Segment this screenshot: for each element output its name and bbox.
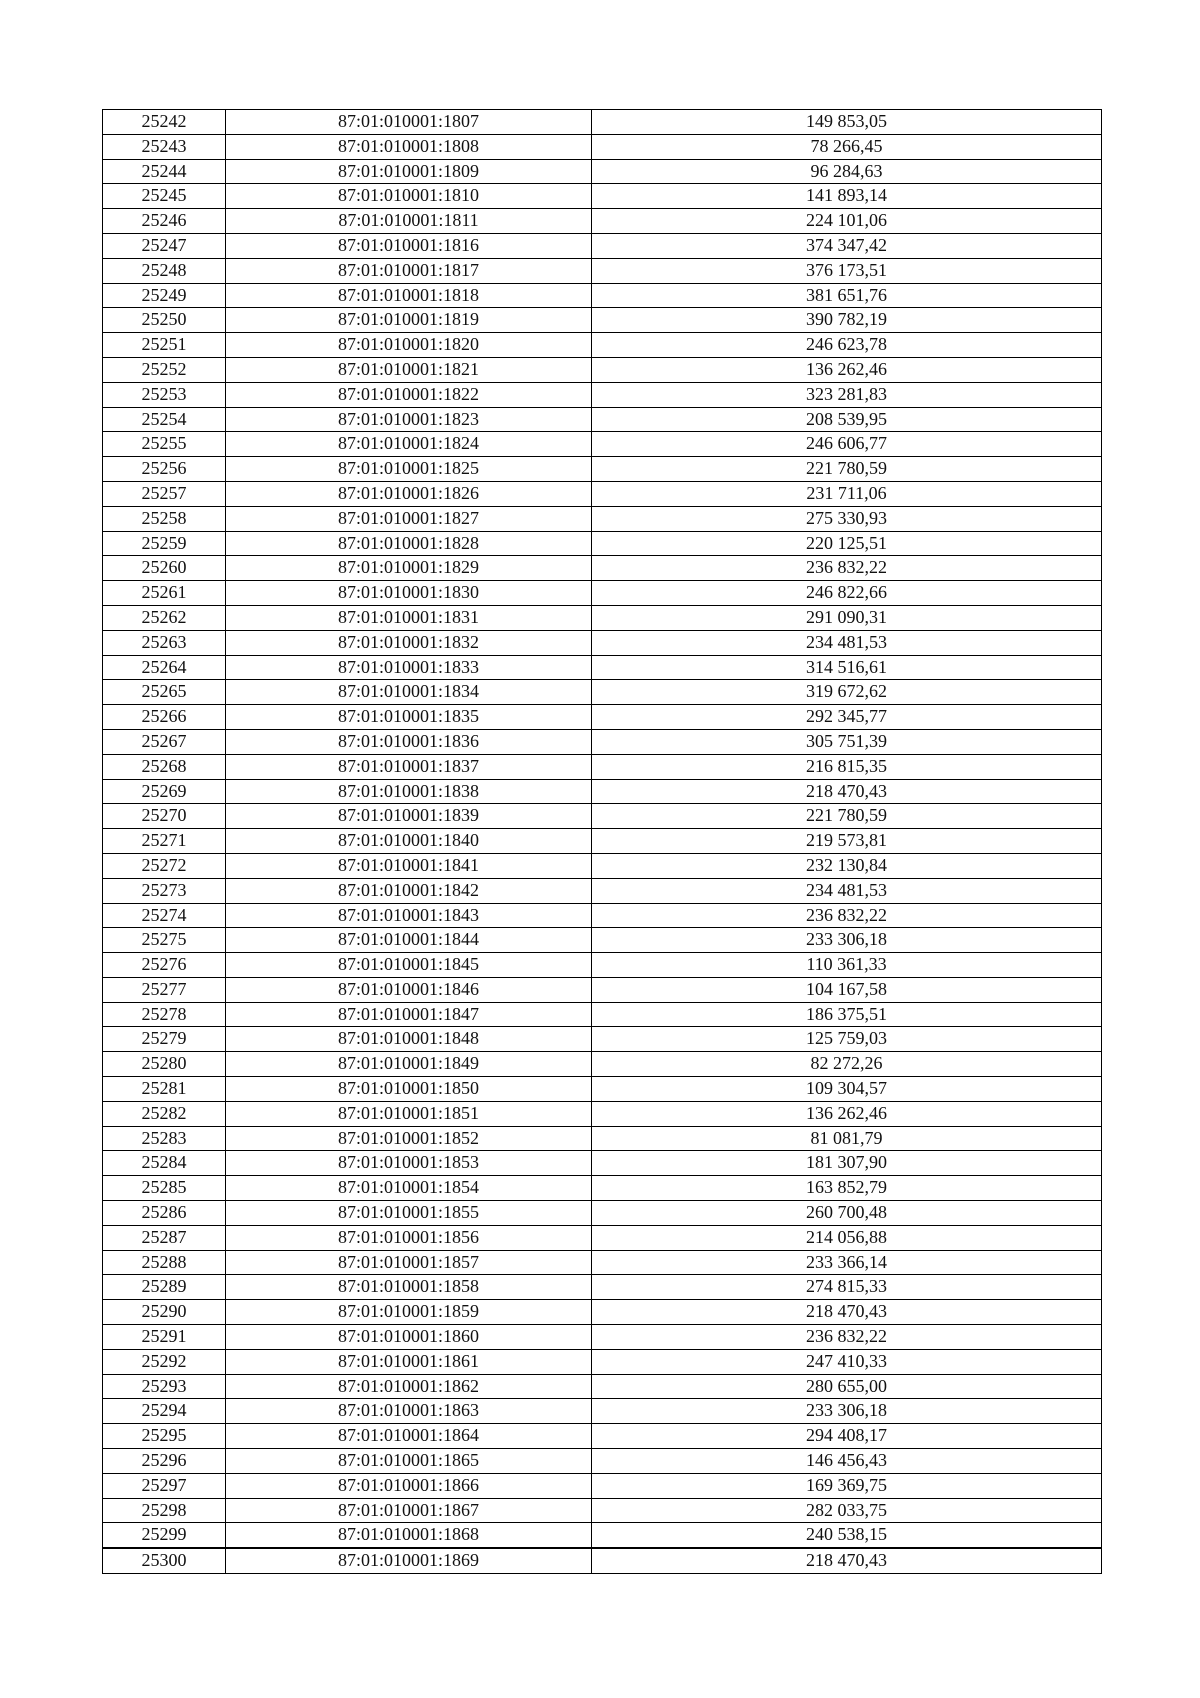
cadastral-value-cell: 282 033,75: [592, 1498, 1102, 1523]
table-row: [103, 1275, 1102, 1300]
cadastral-value-cell: 78 266,45: [592, 134, 1102, 159]
table-row: [103, 754, 1102, 779]
cadastral-number-cell: 87:01:010001:1852: [226, 1126, 592, 1151]
table-row: [103, 1077, 1102, 1102]
cadastral-number-cell: 87:01:010001:1862: [226, 1374, 592, 1399]
row-number-cell: 25288: [103, 1250, 226, 1275]
cadastral-number-cell: 87:01:010001:1850: [226, 1077, 592, 1102]
cadastral-number-cell: 87:01:010001:1869: [226, 1548, 592, 1573]
cadastral-value-cell: 219 573,81: [592, 829, 1102, 854]
cadastral-number-cell: 87:01:010001:1807: [226, 110, 592, 135]
cadastral-number-cell: 87:01:010001:1868: [226, 1523, 592, 1548]
cadastral-number-cell: 87:01:010001:1847: [226, 1002, 592, 1027]
cadastral-number-cell: 87:01:010001:1848: [226, 1027, 592, 1052]
cadastral-number-cell: 87:01:010001:1811: [226, 209, 592, 234]
table-row: [103, 556, 1102, 581]
row-number-cell: 25276: [103, 953, 226, 978]
cadastral-number-cell: 87:01:010001:1808: [226, 134, 592, 159]
cadastral-number-cell: 87:01:010001:1829: [226, 556, 592, 581]
cadastral-number-cell: 87:01:010001:1854: [226, 1176, 592, 1201]
row-number-cell: 25297: [103, 1473, 226, 1498]
row-number-cell: 25243: [103, 134, 226, 159]
cadastral-value-cell: 246 623,78: [592, 333, 1102, 358]
row-number-cell: 25246: [103, 209, 226, 234]
cadastral-number-cell: 87:01:010001:1867: [226, 1498, 592, 1523]
cadastral-value-cell: 136 262,46: [592, 1101, 1102, 1126]
row-number-cell: 25272: [103, 853, 226, 878]
cadastral-number-cell: 87:01:010001:1832: [226, 630, 592, 655]
table-row: [103, 1399, 1102, 1424]
cadastral-number-cell: 87:01:010001:1863: [226, 1399, 592, 1424]
row-number-cell: 25245: [103, 184, 226, 209]
cadastral-value-cell: 125 759,03: [592, 1027, 1102, 1052]
row-number-cell: 25285: [103, 1176, 226, 1201]
table-row: [103, 1325, 1102, 1350]
table-row: [103, 581, 1102, 606]
cadastral-value-cell: 146 456,43: [592, 1449, 1102, 1474]
table-row: [103, 159, 1102, 184]
table-row: [103, 605, 1102, 630]
cadastral-value-cell: 220 125,51: [592, 531, 1102, 556]
row-number-cell: 25261: [103, 581, 226, 606]
cadastral-number-cell: 87:01:010001:1859: [226, 1300, 592, 1325]
cadastral-number-cell: 87:01:010001:1809: [226, 159, 592, 184]
cadastral-number-cell: 87:01:010001:1822: [226, 382, 592, 407]
cadastral-value-cell: 376 173,51: [592, 258, 1102, 283]
row-number-cell: 25291: [103, 1325, 226, 1350]
cadastral-number-cell: 87:01:010001:1827: [226, 506, 592, 531]
row-number-cell: 25244: [103, 159, 226, 184]
cadastral-value-cell: 247 410,33: [592, 1349, 1102, 1374]
cadastral-number-cell: 87:01:010001:1831: [226, 605, 592, 630]
cadastral-value-cell: 381 651,76: [592, 283, 1102, 308]
row-number-cell: 25267: [103, 729, 226, 754]
table-row: [103, 457, 1102, 482]
table-row: [103, 1374, 1102, 1399]
cadastral-value-cell: 236 832,22: [592, 903, 1102, 928]
cadastral-number-cell: 87:01:010001:1817: [226, 258, 592, 283]
row-number-cell: 25279: [103, 1027, 226, 1052]
table-row: [103, 184, 1102, 209]
table-row: [103, 432, 1102, 457]
cadastral-number-cell: 87:01:010001:1864: [226, 1424, 592, 1449]
cadastral-value-cell: 149 853,05: [592, 110, 1102, 135]
row-number-cell: 25268: [103, 754, 226, 779]
row-number-cell: 25260: [103, 556, 226, 581]
table-row: [103, 1300, 1102, 1325]
row-number-cell: 25256: [103, 457, 226, 482]
table-row: [103, 1126, 1102, 1151]
row-number-cell: 25287: [103, 1225, 226, 1250]
cadastral-value-cell: 233 306,18: [592, 1399, 1102, 1424]
table-row: [103, 1201, 1102, 1226]
row-number-cell: 25296: [103, 1449, 226, 1474]
table-row: [103, 308, 1102, 333]
row-number-cell: 25278: [103, 1002, 226, 1027]
cadastral-number-cell: 87:01:010001:1837: [226, 754, 592, 779]
row-number-cell: 25255: [103, 432, 226, 457]
row-number-cell: 25275: [103, 928, 226, 953]
cadastral-value-cell: 246 606,77: [592, 432, 1102, 457]
cadastral-value-cell: 234 481,53: [592, 878, 1102, 903]
table-row: [103, 407, 1102, 432]
cadastral-value-cell: 292 345,77: [592, 705, 1102, 730]
cadastral-value-cell: 218 470,43: [592, 1548, 1102, 1573]
row-number-cell: 25281: [103, 1077, 226, 1102]
cadastral-number-cell: 87:01:010001:1849: [226, 1052, 592, 1077]
cadastral-number-cell: 87:01:010001:1828: [226, 531, 592, 556]
table-row: [103, 878, 1102, 903]
row-number-cell: 25270: [103, 804, 226, 829]
cadastral-value-cell: 81 081,79: [592, 1126, 1102, 1151]
row-number-cell: 25257: [103, 481, 226, 506]
table-row: [103, 134, 1102, 159]
table-row: [103, 630, 1102, 655]
cadastral-number-cell: 87:01:010001:1839: [226, 804, 592, 829]
cadastral-value-cell: 234 481,53: [592, 630, 1102, 655]
row-number-cell: 25300: [103, 1548, 226, 1573]
row-number-cell: 25254: [103, 407, 226, 432]
row-number-cell: 25253: [103, 382, 226, 407]
cadastral-value-cell: 82 272,26: [592, 1052, 1102, 1077]
table-row: [103, 1498, 1102, 1523]
cadastral-value-cell: 96 284,63: [592, 159, 1102, 184]
row-number-cell: 25264: [103, 655, 226, 680]
cadastral-value-cell: 374 347,42: [592, 233, 1102, 258]
row-number-cell: 25286: [103, 1201, 226, 1226]
table-row: [103, 903, 1102, 928]
cadastral-number-cell: 87:01:010001:1857: [226, 1250, 592, 1275]
cadastral-value-cell: 291 090,31: [592, 605, 1102, 630]
row-number-cell: 25273: [103, 878, 226, 903]
cadastral-value-cell: 232 130,84: [592, 853, 1102, 878]
cadastral-value-cell: 240 538,15: [592, 1523, 1102, 1548]
cadastral-value-cell: 305 751,39: [592, 729, 1102, 754]
cadastral-number-cell: 87:01:010001:1866: [226, 1473, 592, 1498]
row-number-cell: 25283: [103, 1126, 226, 1151]
row-number-cell: 25251: [103, 333, 226, 358]
table-row: [103, 655, 1102, 680]
cadastral-value-cell: 236 832,22: [592, 1325, 1102, 1350]
table-row: [103, 829, 1102, 854]
cadastral-value-cell: 246 822,66: [592, 581, 1102, 606]
cadastral-value-cell: 280 655,00: [592, 1374, 1102, 1399]
cadastral-value-cell: 218 470,43: [592, 779, 1102, 804]
cadastral-number-cell: 87:01:010001:1835: [226, 705, 592, 730]
row-number-cell: 25274: [103, 903, 226, 928]
table-row: [103, 1424, 1102, 1449]
table-row: [103, 1349, 1102, 1374]
cadastral-value-cell: 233 306,18: [592, 928, 1102, 953]
cadastral-value-cell: 275 330,93: [592, 506, 1102, 531]
table-row: [103, 779, 1102, 804]
table-row: [103, 1225, 1102, 1250]
cadastral-number-cell: 87:01:010001:1843: [226, 903, 592, 928]
cadastral-number-cell: 87:01:010001:1810: [226, 184, 592, 209]
cadastral-number-cell: 87:01:010001:1836: [226, 729, 592, 754]
row-number-cell: 25280: [103, 1052, 226, 1077]
cadastral-value-cell: 231 711,06: [592, 481, 1102, 506]
cadastral-value-cell: 208 539,95: [592, 407, 1102, 432]
row-number-cell: 25292: [103, 1349, 226, 1374]
cadastral-number-cell: 87:01:010001:1856: [226, 1225, 592, 1250]
row-number-cell: 25249: [103, 283, 226, 308]
table-row: [103, 1548, 1102, 1573]
table-row: [103, 110, 1102, 135]
cadastral-number-cell: 87:01:010001:1825: [226, 457, 592, 482]
table-row: [103, 531, 1102, 556]
table-row: [103, 1052, 1102, 1077]
cadastral-number-cell: 87:01:010001:1820: [226, 333, 592, 358]
cadastral-value-table: [102, 109, 1102, 1574]
cadastral-number-cell: 87:01:010001:1855: [226, 1201, 592, 1226]
table-row: [103, 382, 1102, 407]
row-number-cell: 25247: [103, 233, 226, 258]
table-row: [103, 283, 1102, 308]
table-row: [103, 1176, 1102, 1201]
cadastral-value-cell: 169 369,75: [592, 1473, 1102, 1498]
row-number-cell: 25298: [103, 1498, 226, 1523]
row-number-cell: 25258: [103, 506, 226, 531]
cadastral-value-cell: 110 361,33: [592, 953, 1102, 978]
cadastral-value-cell: 104 167,58: [592, 977, 1102, 1002]
cadastral-number-cell: 87:01:010001:1821: [226, 357, 592, 382]
table-row: [103, 729, 1102, 754]
table-row: [103, 333, 1102, 358]
cadastral-number-cell: 87:01:010001:1824: [226, 432, 592, 457]
row-number-cell: 25252: [103, 357, 226, 382]
cadastral-value-cell: 181 307,90: [592, 1151, 1102, 1176]
row-number-cell: 25265: [103, 680, 226, 705]
cadastral-value-cell: 314 516,61: [592, 655, 1102, 680]
cadastral-number-cell: 87:01:010001:1826: [226, 481, 592, 506]
cadastral-value-cell: 274 815,33: [592, 1275, 1102, 1300]
cadastral-value-cell: 214 056,88: [592, 1225, 1102, 1250]
cadastral-number-cell: 87:01:010001:1834: [226, 680, 592, 705]
row-number-cell: 25299: [103, 1523, 226, 1548]
table-row: [103, 705, 1102, 730]
row-number-cell: 25248: [103, 258, 226, 283]
table-row: [103, 853, 1102, 878]
cadastral-value-cell: 163 852,79: [592, 1176, 1102, 1201]
cadastral-number-cell: 87:01:010001:1819: [226, 308, 592, 333]
cadastral-number-cell: 87:01:010001:1842: [226, 878, 592, 903]
row-number-cell: 25266: [103, 705, 226, 730]
cadastral-number-cell: 87:01:010001:1844: [226, 928, 592, 953]
table-row: [103, 680, 1102, 705]
cadastral-value-cell: 109 304,57: [592, 1077, 1102, 1102]
cadastral-value-cell: 260 700,48: [592, 1201, 1102, 1226]
table-row: [103, 481, 1102, 506]
cadastral-value-cell: 216 815,35: [592, 754, 1102, 779]
table-row: [103, 1250, 1102, 1275]
cadastral-number-cell: 87:01:010001:1816: [226, 233, 592, 258]
cadastral-value-cell: 141 893,14: [592, 184, 1102, 209]
cadastral-value-cell: 319 672,62: [592, 680, 1102, 705]
cadastral-value-cell: 233 366,14: [592, 1250, 1102, 1275]
table-body: [103, 110, 1102, 1574]
row-number-cell: 25262: [103, 605, 226, 630]
cadastral-value-cell: 218 470,43: [592, 1300, 1102, 1325]
cadastral-value-cell: 390 782,19: [592, 308, 1102, 333]
cadastral-number-cell: 87:01:010001:1861: [226, 1349, 592, 1374]
row-number-cell: 25271: [103, 829, 226, 854]
table-row: [103, 928, 1102, 953]
row-number-cell: 25284: [103, 1151, 226, 1176]
cadastral-number-cell: 87:01:010001:1845: [226, 953, 592, 978]
table-row: [103, 1101, 1102, 1126]
cadastral-value-cell: 186 375,51: [592, 1002, 1102, 1027]
cadastral-value-cell: 224 101,06: [592, 209, 1102, 234]
row-number-cell: 25277: [103, 977, 226, 1002]
table-row: [103, 233, 1102, 258]
row-number-cell: 25250: [103, 308, 226, 333]
cadastral-number-cell: 87:01:010001:1865: [226, 1449, 592, 1474]
table-row: [103, 1151, 1102, 1176]
cadastral-number-cell: 87:01:010001:1841: [226, 853, 592, 878]
table-row: [103, 953, 1102, 978]
row-number-cell: 25263: [103, 630, 226, 655]
cadastral-value-cell: 323 281,83: [592, 382, 1102, 407]
row-number-cell: 25259: [103, 531, 226, 556]
cadastral-number-cell: 87:01:010001:1846: [226, 977, 592, 1002]
row-number-cell: 25290: [103, 1300, 226, 1325]
table-row: [103, 258, 1102, 283]
cadastral-value-cell: 136 262,46: [592, 357, 1102, 382]
row-number-cell: 25294: [103, 1399, 226, 1424]
table-row: [103, 1449, 1102, 1474]
table-row: [103, 506, 1102, 531]
row-number-cell: 25293: [103, 1374, 226, 1399]
table-row: [103, 1523, 1102, 1548]
cadastral-number-cell: 87:01:010001:1823: [226, 407, 592, 432]
cadastral-value-cell: 221 780,59: [592, 804, 1102, 829]
table-row: [103, 357, 1102, 382]
cadastral-number-cell: 87:01:010001:1818: [226, 283, 592, 308]
row-number-cell: 25295: [103, 1424, 226, 1449]
table-row: [103, 1027, 1102, 1052]
table-row: [103, 1473, 1102, 1498]
row-number-cell: 25282: [103, 1101, 226, 1126]
table-row: [103, 977, 1102, 1002]
row-number-cell: 25269: [103, 779, 226, 804]
cadastral-number-cell: 87:01:010001:1838: [226, 779, 592, 804]
cadastral-number-cell: 87:01:010001:1860: [226, 1325, 592, 1350]
table-row: [103, 209, 1102, 234]
cadastral-number-cell: 87:01:010001:1833: [226, 655, 592, 680]
table-row: [103, 1002, 1102, 1027]
cadastral-number-cell: 87:01:010001:1858: [226, 1275, 592, 1300]
cadastral-number-cell: 87:01:010001:1840: [226, 829, 592, 854]
row-number-cell: 25242: [103, 110, 226, 135]
cadastral-value-cell: 236 832,22: [592, 556, 1102, 581]
cadastral-value-cell: 294 408,17: [592, 1424, 1102, 1449]
table-row: [103, 804, 1102, 829]
cadastral-number-cell: 87:01:010001:1853: [226, 1151, 592, 1176]
row-number-cell: 25289: [103, 1275, 226, 1300]
cadastral-value-cell: 221 780,59: [592, 457, 1102, 482]
cadastral-number-cell: 87:01:010001:1830: [226, 581, 592, 606]
cadastral-number-cell: 87:01:010001:1851: [226, 1101, 592, 1126]
